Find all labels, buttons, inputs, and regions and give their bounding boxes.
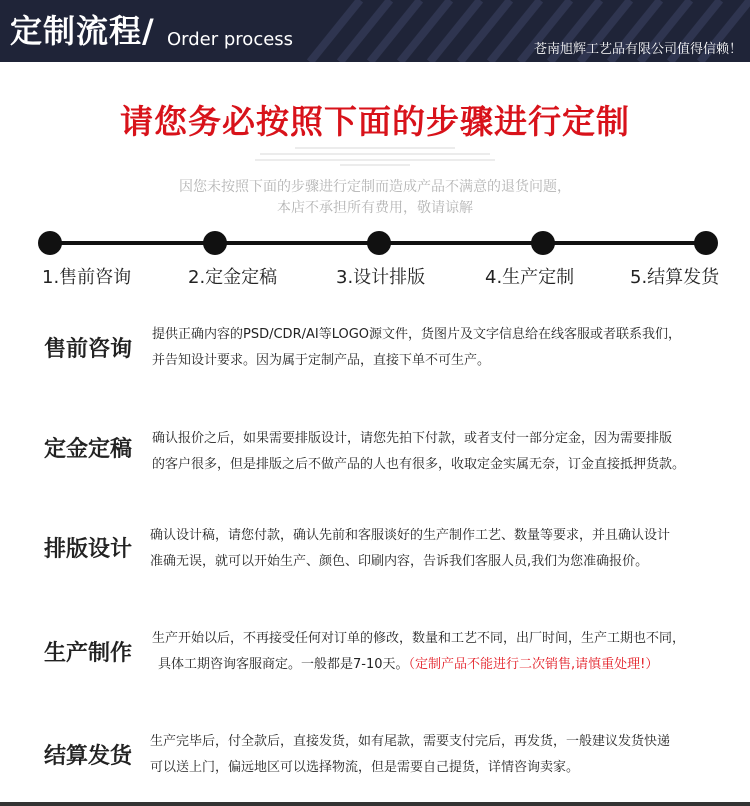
timeline-dot-2 (203, 231, 227, 255)
section-line-1: 生产开始以后，不再接受任何对订单的修改，数量和工艺不同，出厂时间，生产工期也不同， (152, 631, 686, 646)
notice-line-2: 本店不承担所有费用，敬请谅解 (277, 200, 473, 216)
header-slogan: 苍南旭辉工艺品有限公司值得信赖！ (533, 42, 742, 57)
step-label-3: 3.设计排版 (336, 267, 426, 288)
section-line-1: 确认设计稿，请您付款，确认先前和客服谈好的生产制作工艺、数量等要求，并且确认设计 (150, 528, 671, 543)
timeline-dot-5 (694, 231, 718, 255)
faint-text-decoration (200, 146, 550, 166)
step-label-4: 4.生产定制 (485, 267, 575, 288)
timeline-dot-4 (531, 231, 555, 255)
main-title: 请您务必按照下面的步骤进行定制 (120, 102, 630, 141)
section-heading: 售前咨询 (44, 337, 133, 362)
section-line-2: 的客户很多，但是排版之后不做产品的人也有很多，收取定金实属无奈，订金直接抵押货款。 (152, 457, 686, 472)
section-heading: 排版设计 (44, 537, 133, 562)
header-title-en: Order process (167, 29, 294, 50)
section-heading: 生产制作 (44, 641, 133, 666)
section-line-1: 提供正确内容的PSD/CDR/AI等LOGO源文件，货图片及文字信息给在线客服或者联系我们， (152, 327, 682, 342)
section-line-2: 并告知设计要求。因为属于定制产品，直接下单不可生产。 (152, 353, 491, 368)
section-heading: 定金定稿 (44, 437, 133, 462)
section-heading: 结算发货 (44, 744, 133, 769)
bottom-divider (0, 802, 750, 806)
process-timeline (0, 228, 750, 258)
timeline-dot-3 (367, 231, 391, 255)
step-label-2: 2.定金定稿 (188, 267, 278, 288)
step-label-5: 5.结算发货 (630, 267, 720, 288)
header-title-cn: 定制流程/ (10, 12, 155, 50)
notice-text (0, 177, 750, 219)
notice-line-1: 因您未按照下面的步骤进行定制而造成产品不满意的退货问题， (179, 179, 571, 195)
section-line-2: 准确无误，就可以开始生产、颜色、印刷内容，告诉我们客服人员,我们为您准确报价。 (150, 554, 649, 569)
section-line-1: 生产完毕后，付全款后，直接发货，如有尾款，需要支付完后，再发货，一般建议发货快递 (150, 734, 671, 749)
section-line-2 (158, 652, 658, 678)
header-banner (0, 0, 750, 62)
section-line-2-text: 具体工期咨询客服商定。一般都是7-10天。 (158, 657, 409, 672)
section-line-1: 确认报价之后，如果需要排版设计，请您先拍下付款，或者支付一部分定金，因为需要排版 (152, 431, 673, 446)
warning-text: （定制产品不能进行二次销售,请慎重处理!） (408, 657, 659, 672)
timeline-dot-1 (38, 231, 62, 255)
section-line-2: 可以送上门，偏远地区可以选择物流，但是需要自己提货，详情咨询卖家。 (150, 760, 580, 775)
step-label-1: 1.售前咨询 (42, 267, 132, 288)
